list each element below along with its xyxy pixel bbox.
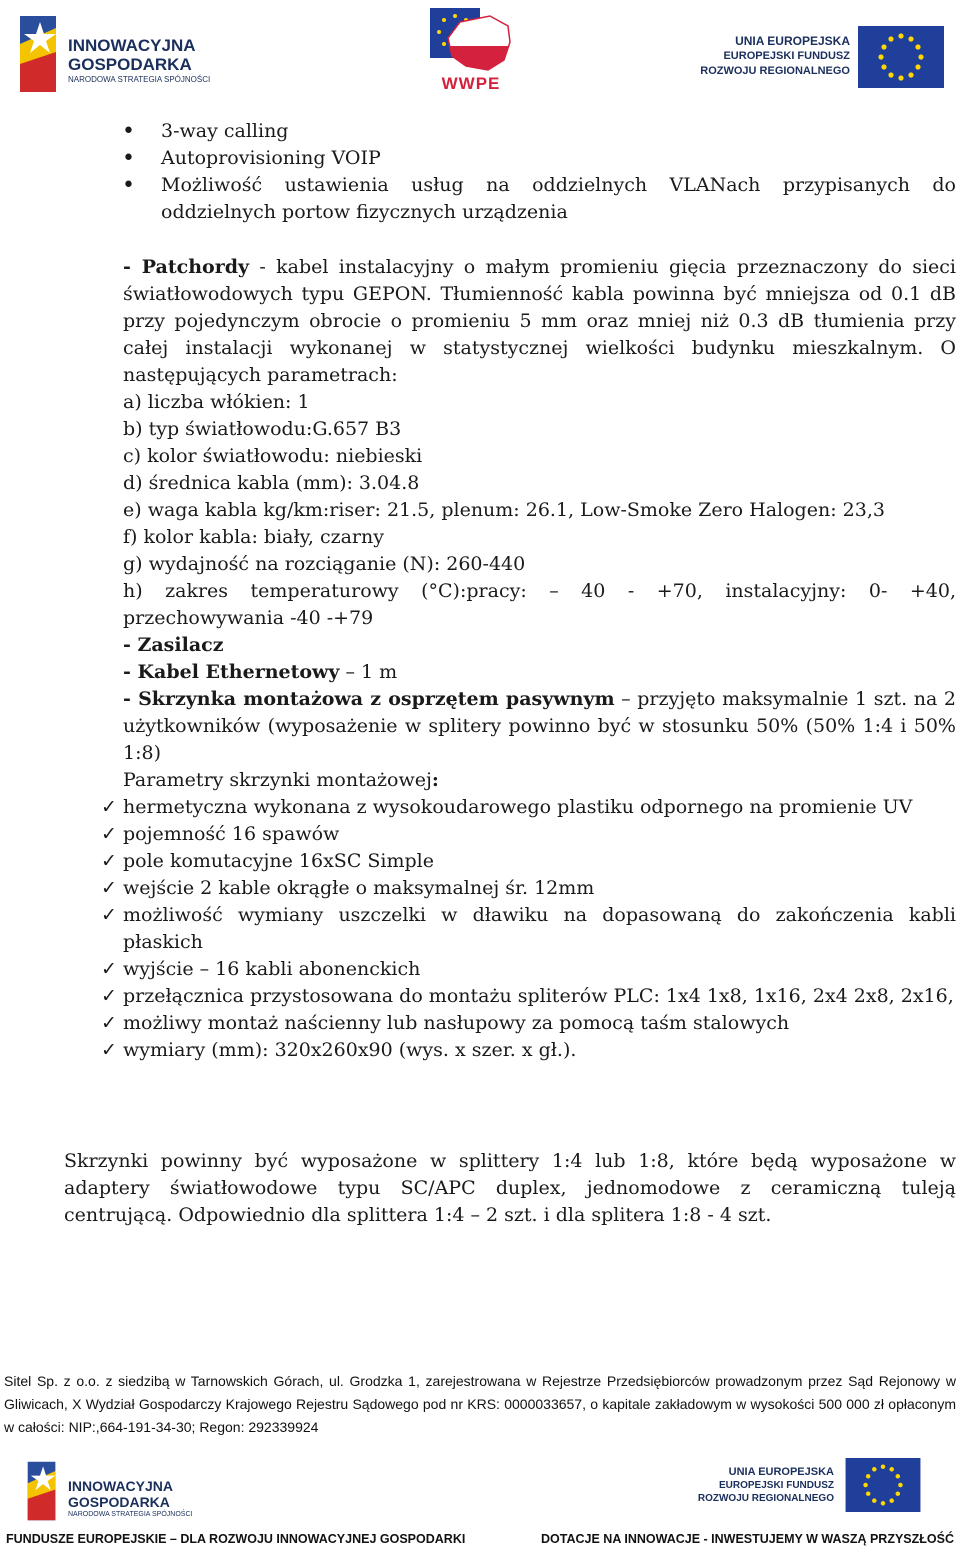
- poland-map-icon: [430, 8, 512, 74]
- check-item: [63, 821, 956, 848]
- kabel-title: - Kabel Ethernetowy: [123, 661, 340, 683]
- footer-innowacyjna-logo: [20, 1460, 220, 1524]
- checkmark-icon: ✓: [101, 823, 117, 845]
- closing-paragraph: Skrzynki powinny być wyposażone w splittery 1:4 lub 1:8, które będą wyposażone w adaptery światłowodowe typu SC/APC duplex, jednomodowe z ceramiczną tuleją centrującą. Odpowiednio dla splittera 1:4 – 2 szt. i dla splitera 1:8 - 4 szt.: [64, 1150, 956, 1226]
- check-item-text: wyjście – 16 kabli abonenckich: [123, 958, 421, 980]
- footer-logo-line-3: NARODOWA STRATEGIA SPÓJNOŚCI: [68, 1511, 193, 1518]
- zasilacz-heading: [123, 632, 956, 659]
- check-item-text: możliwy montaż naścienny lub nasłupowy za pomocą taśm stalowych: [123, 1012, 790, 1034]
- check-item-text: hermetyczna wykonana z wysokoudarowego plastiku odpornego na promienie UV: [123, 796, 913, 818]
- check-item: [63, 983, 956, 1010]
- company-footer-text: Sitel Sp. z o.o. z siedzibą w Tarnowskich Górach, ul. Grodzka 1, zarejestrowana w Rejestrze Przedsiębiorców prowadzonym przez Sąd Rejonowy w Gliwicach, X Wydział Gospodarczy Krajowego Rejestru Sądowego pod nr KRS: 0000033657, o kapitale zakładowym w wysokości 500 000 zł opłaconym w całości: NIP:,664-191-34-30; Regon: 292339924: [4, 1373, 956, 1435]
- bullet-item: • 3-way calling: [0, 118, 960, 145]
- check-item-text: wejście 2 kable okrągłe o maksymalnej śr. 12mm: [123, 877, 595, 899]
- unia-europejska-logo: [700, 26, 946, 92]
- patchcord-param: e) waga kabla kg/km:riser: 21.5, plenum: 26.1, Low-Smoke Zero Halogen: 23,3: [123, 499, 885, 521]
- bullet-item: • Autoprovisioning VOIP: [0, 145, 960, 172]
- footer-eu-line-1: UNIA EUROPEJSKA: [728, 1466, 834, 1478]
- logo-line-3: NARODOWA STRATEGIA SPÓJNOŚCI: [68, 75, 211, 84]
- eu-flag-icon: [844, 1458, 922, 1512]
- check-item: [63, 1037, 956, 1064]
- check-item-text: przełącznica przystosowana do montażu spliterów PLC: 1x4 1x8, 1x16, 2x4 2x8, 2x16,: [123, 985, 954, 1007]
- eu-line-3: ROZWOJU REGIONALNEGO: [700, 65, 850, 77]
- checkmark-icon: ✓: [101, 1039, 117, 1061]
- patchcord-text: - kabel instalacyjny o małym promieniu gięcia przeznaczony do sieci światłowodowych typu GEPON. Tłumienność kabla powinna być mniejsza od 0.1 dB przy pojedynczym obrocie o promieniu 5 mm oraz mniej niż 0.3 dB tłumienia przy całej instalacji wykonanej w statystycznej wielkości budynku mieszkalnym. O następujących parametrach:: [123, 256, 956, 386]
- star-flag-icon: [20, 1460, 60, 1522]
- check-item: [63, 875, 956, 902]
- skrzynka-title: - Skrzynka montażowa z osprzętem pasywnym: [123, 688, 615, 710]
- checkmark-icon: ✓: [101, 877, 117, 899]
- footer-bar-left: FUNDUSZE EUROPEJSKIE – DLA ROZWOJU INNOWACYJNEJ GOSPODARKI: [6, 1532, 466, 1546]
- footer-eu-logo: [696, 1458, 924, 1514]
- patchcord-section: [101, 254, 956, 1064]
- innowacyjna-gospodarka-logo: [10, 14, 240, 94]
- zasilacz-title: - Zasilacz: [123, 634, 224, 656]
- footer-bar-right: DOTACJE NA INNOWACJE - INWESTUJEMY W WASZĄ PRZYSZŁOŚĆ: [541, 1532, 954, 1546]
- logo-line-2: GOSPODARKA: [68, 55, 192, 74]
- check-item: [63, 848, 956, 875]
- footer-eu-line-2: EUROPEJSKI FUNDUSZ: [718, 1480, 834, 1491]
- eu-line-2: EUROPEJSKI FUNDUSZ: [723, 50, 850, 62]
- patchcord-param: b) typ światłowodu:G.657 B3: [123, 418, 402, 440]
- skrzynka-description: [123, 686, 956, 767]
- check-item: [63, 794, 956, 821]
- check-item-text: pole komutacyjne 16xSC Simple: [123, 850, 434, 872]
- check-item: [63, 956, 956, 983]
- eu-line-1: UNIA EUROPEJSKA: [735, 34, 850, 48]
- kabel-ethernet-line: [123, 659, 956, 686]
- footer-logo-line-1: INNOWACYJNA: [68, 1478, 174, 1494]
- params-label-text: Parametry skrzynki montażowej: [123, 769, 432, 791]
- checkmark-icon: ✓: [101, 958, 117, 980]
- patchcord-param: c) kolor światłowodu: niebieski: [123, 445, 423, 467]
- skrzynka-params-label: [123, 767, 956, 794]
- check-item: [63, 902, 956, 956]
- check-item-text: możliwość wymiany uszczelki w dławiku na dopasowaną do zakończenia kabli płaskich: [123, 904, 956, 953]
- check-item: [63, 1010, 956, 1037]
- kabel-text: – 1 m: [339, 661, 398, 683]
- eu-flag-icon: [858, 26, 944, 88]
- logo-line-1: INNOWACYJNA: [68, 36, 196, 55]
- bullet-item: • Możliwość ustawienia usług na oddzielnych VLANach przypisanych do oddzielnych portow fizycznych urządzenia: [0, 172, 960, 226]
- patchcord-param: h) zakres temperaturowy (°C):pracy: – 40 - +70, instalacyjny: 0- +40, przechowywania -40 -+79: [123, 580, 956, 629]
- checkmark-icon: ✓: [101, 850, 117, 872]
- patchcord-param: a) liczba włókien: 1: [123, 391, 310, 413]
- checkmark-icon: ✓: [101, 904, 117, 926]
- skrzynka-check-list: [63, 794, 956, 1064]
- footer-logo-line-2: GOSPODARKA: [68, 1494, 170, 1510]
- patchcord-title: - Patchordy: [123, 256, 250, 278]
- checkmark-icon: ✓: [101, 985, 117, 1007]
- check-item-text: wymiary (mm): 320x260x90 (wys. x szer. x gł.).: [123, 1039, 577, 1061]
- patchcord-param: f) kolor kabla: biały, czarny: [123, 526, 384, 548]
- document-body: [0, 112, 960, 226]
- patchcord-description: [123, 254, 956, 389]
- footer-eu-line-3: ROZWOJU REGIONALNEGO: [697, 1493, 834, 1504]
- star-flag-icon: [10, 14, 62, 94]
- checkmark-icon: ✓: [101, 1012, 117, 1034]
- wwpe-logo: [430, 8, 512, 92]
- skrzynka-text: – przyjęto maksymalnie 1 szt. na 2 użytkowników (wyposażenie w splitery powinno być w stosunku 50% (50% 1:4 i 50% 1:8): [123, 688, 956, 764]
- wwpe-label: WWPE: [441, 74, 501, 93]
- feature-bullet-list: [0, 118, 960, 226]
- params-label-colon: :: [431, 769, 439, 791]
- check-item-text: pojemność 16 spawów: [123, 823, 340, 845]
- patchcord-param: d) średnica kabla (mm): 3.04.8: [123, 472, 420, 494]
- checkmark-icon: ✓: [101, 796, 117, 818]
- patchcord-param: g) wydajność na rozciąganie (N): 260-440: [123, 553, 526, 575]
